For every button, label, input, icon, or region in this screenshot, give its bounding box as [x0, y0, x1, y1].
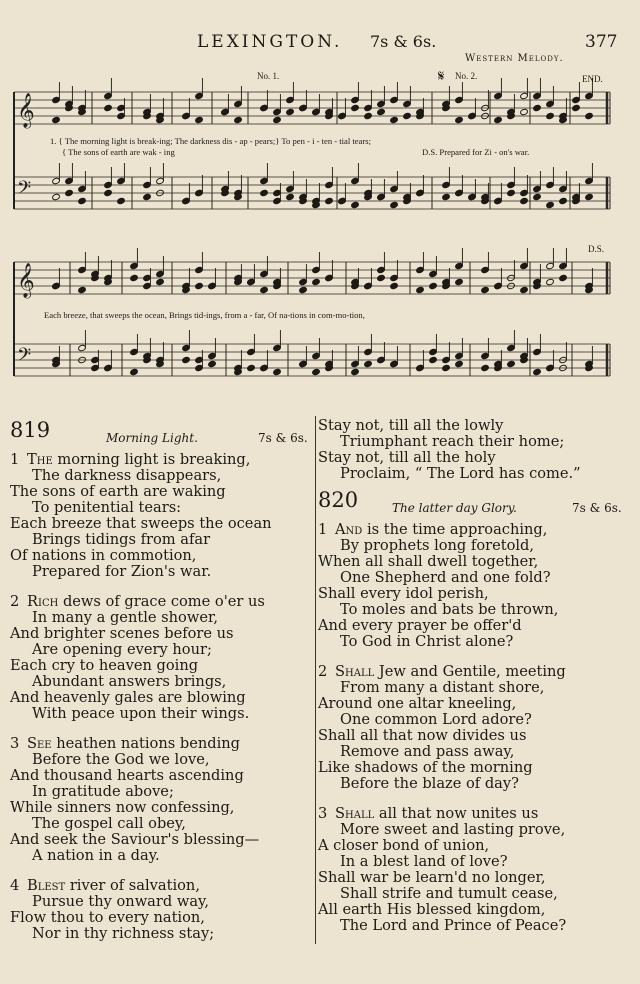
line-text: Shall war be learn'd no longer,: [318, 869, 546, 886]
line-text: To penitential tears:: [32, 499, 182, 516]
note-head: [351, 368, 360, 375]
note-head: [442, 364, 451, 371]
stanza-line: [318, 570, 636, 586]
line-text: Flow thou to every nation,: [10, 909, 205, 926]
note-head: [182, 356, 191, 363]
note-head: [247, 364, 256, 371]
note-head: [299, 286, 308, 293]
stanza-gap: [318, 650, 636, 664]
stanza-line: [10, 674, 310, 690]
note-head: [156, 278, 165, 285]
stanza-line: [10, 768, 310, 784]
line-text: Brings tidings from afar: [32, 531, 211, 548]
stanza-line: [10, 626, 310, 642]
note-head: [585, 193, 594, 200]
score-staves: [0, 62, 640, 392]
line-text: A nation in a day.: [32, 847, 160, 864]
line-text: Nor in thy richness stay;: [32, 925, 215, 942]
hymn-number: 819: [10, 418, 51, 442]
treble-clef-icon: 𝄞: [17, 263, 35, 298]
page-header: [0, 32, 640, 54]
note-head: [260, 189, 269, 196]
segno-sign: 𝄋: [438, 69, 445, 85]
note-head: [377, 274, 386, 281]
stanza-line: [10, 484, 310, 500]
note-head: [481, 364, 490, 371]
stanza-line: [10, 564, 310, 580]
line-text: Of nations in commotion,: [10, 547, 197, 564]
system1-lyrics-ds: D.S. Prepared for Zi - on's war.: [422, 147, 530, 157]
line-text: Like shadows of the morning: [318, 759, 533, 776]
hymn-meter: 7s & 6s.: [572, 501, 622, 515]
note-head: [117, 197, 126, 204]
stanza-gap: [318, 792, 636, 806]
note-head: [65, 189, 74, 196]
line-text: The gospel call obey,: [32, 815, 186, 832]
line-text: Each cry to heaven going: [10, 657, 199, 674]
stanza-line: [10, 784, 310, 800]
line-text: Are opening every hour;: [32, 641, 212, 658]
composer: Western Melody.: [465, 53, 564, 64]
note-head: [104, 104, 113, 111]
note-head: [130, 368, 139, 375]
stanza-gap: [10, 864, 310, 878]
stanza-number: 4: [10, 877, 20, 894]
stanza-line: [318, 902, 636, 918]
note-head: [533, 368, 542, 375]
note-head: [104, 189, 113, 196]
note-head: [546, 112, 555, 119]
note-head: [52, 193, 61, 200]
end-marker: END.: [582, 74, 603, 84]
line-text: The morning light is breaking,: [27, 451, 251, 468]
stanza-line: [10, 736, 310, 752]
stanza-line: [318, 664, 636, 680]
line-text: Abundant answers brings,: [32, 673, 227, 690]
note-head: [273, 368, 282, 375]
note-head: [390, 201, 399, 208]
line-text: The Lord and Prince of Peace?: [340, 917, 567, 934]
note-head: [559, 274, 568, 281]
stanza-line: [318, 838, 636, 854]
line-text: One Shepherd and one fold?: [340, 569, 551, 586]
line-text: To moles and bats be thrown,: [340, 601, 559, 618]
note-head: [364, 360, 373, 367]
hymn-819-continuation: [318, 418, 636, 482]
note-head: [234, 116, 243, 123]
line-text: In many a gentle shower,: [32, 609, 218, 626]
line-text: And seek the Saviour's blessing—: [10, 831, 260, 848]
stanza-line: [318, 806, 636, 822]
stanza-line: [10, 500, 310, 516]
stanza-line: [318, 618, 636, 634]
line-text: When all shall dwell together,: [318, 553, 539, 570]
note-head: [78, 286, 87, 293]
note-head: [351, 201, 360, 208]
stanza-line: [10, 548, 310, 564]
note-head: [429, 282, 438, 289]
note-head: [351, 104, 360, 111]
line-text: And heavenly gales are blowing: [10, 689, 246, 706]
line-text: By prophets long foretold,: [340, 537, 535, 554]
note-head: [442, 193, 451, 200]
line-text: With peace upon their wings.: [32, 705, 250, 722]
note-head: [520, 197, 529, 204]
ending-1-label: No. 1.: [257, 71, 280, 81]
stanza-line: [318, 554, 636, 570]
stanza-line: [318, 760, 636, 776]
line-text: A closer bond of union,: [318, 837, 490, 854]
line-text: And every prayer be offer'd: [318, 617, 522, 634]
note-head: [195, 282, 204, 289]
line-text: One common Lord adore?: [340, 711, 532, 728]
stanza-number: 3: [318, 805, 328, 822]
stanza-line: [10, 690, 310, 706]
note-head: [390, 282, 399, 289]
stanza-gap: [10, 580, 310, 594]
note-head: [52, 116, 61, 123]
stanza-number: 1: [318, 521, 328, 538]
note-head: [416, 286, 425, 293]
stanza-line: [10, 926, 310, 942]
note-head: [546, 278, 555, 285]
stanza-line: [318, 634, 636, 650]
line-text: Proclaim, “ The Lord has come.”: [340, 465, 581, 482]
hymn-820-stanzas: [318, 522, 636, 934]
note-head: [455, 278, 464, 285]
line-text: Remove and pass away,: [340, 743, 515, 760]
hymn-819: [10, 418, 310, 942]
stanza-line: [10, 878, 310, 894]
line-text: The darkness disappears,: [32, 467, 222, 484]
stanza-line: [10, 832, 310, 848]
stanza-line: [10, 532, 310, 548]
hymn-title: The latter day Glory.: [392, 501, 517, 515]
hymn-820-heading: [318, 488, 636, 522]
stanza-line: [318, 712, 636, 728]
stanza-line: [318, 466, 636, 482]
line-text: See heathen nations bending: [27, 735, 240, 752]
stanza-line: [10, 516, 310, 532]
note-head: [260, 286, 269, 293]
stanza-line: [318, 602, 636, 618]
stanza-line: [318, 776, 636, 792]
page-number: 377: [585, 32, 618, 52]
system2-lyrics: Each breeze, that sweeps the ocean, Brings tid-ings, from a - far, Of na-tions in com-mo-tion,: [44, 310, 365, 320]
note-head: [559, 197, 568, 204]
stanza-line: [10, 610, 310, 626]
line-text: Shall all that now divides us: [318, 727, 527, 744]
system1-lyrics-verse2: { The sons of earth are wak - ing: [62, 147, 175, 157]
line-text: Blest river of salvation,: [27, 877, 200, 894]
line-text: In gratitude above;: [32, 783, 174, 800]
stanza-line: [10, 800, 310, 816]
note-head: [286, 193, 295, 200]
hymn-right-column: [318, 418, 636, 934]
line-text: To God in Christ alone?: [340, 633, 514, 650]
stanza-line: [318, 680, 636, 696]
note-head: [481, 286, 490, 293]
line-text: Before the God we love,: [32, 751, 210, 768]
line-text: Shall every idol perish,: [318, 585, 489, 602]
note-head: [429, 356, 438, 363]
stanza-line: [10, 452, 310, 468]
line-text: Rich dews of grace come o'er us: [27, 593, 265, 610]
hymn-number: 820: [318, 488, 359, 512]
note-head: [455, 116, 464, 123]
line-text: Stay not, till all the lowly: [318, 417, 504, 434]
stanza-line: [10, 910, 310, 926]
note-head: [273, 116, 282, 123]
stanza-line: [318, 918, 636, 934]
bass-clef-icon: 𝄢: [17, 345, 32, 370]
line-text: Stay not, till all the holy: [318, 449, 496, 466]
note-head: [286, 108, 295, 115]
note-head: [312, 278, 321, 285]
stanza-line: [10, 658, 310, 674]
line-text: And thousand hearts ascending: [10, 767, 244, 784]
line-text: Each breeze that sweeps the ocean: [10, 515, 272, 532]
hymn-819-heading: [10, 418, 310, 452]
stanza-number: 1: [10, 451, 20, 468]
stanza-line: [10, 468, 310, 484]
line-text: More sweet and lasting prove,: [340, 821, 566, 838]
line-text: From many a distant shore,: [340, 679, 545, 696]
treble-clef-icon: 𝄞: [17, 93, 35, 128]
note-head: [364, 112, 373, 119]
note-head: [455, 360, 464, 367]
bass-clef-icon: 𝄢: [17, 178, 32, 203]
stanza-line: [10, 894, 310, 910]
music-score: [0, 62, 640, 392]
note-head: [507, 360, 516, 367]
ds-marker: D.S.: [588, 244, 605, 254]
note-head: [494, 116, 503, 123]
note-head: [403, 112, 412, 119]
stanza-line: [318, 854, 636, 870]
note-head: [312, 368, 321, 375]
hymn-819-stanzas: [10, 452, 310, 942]
note-head: [130, 274, 139, 281]
system1-lyrics-verse: 1. { The morning light is break-ing; The darkness dis - ap - pears;} To pen - i - ten - tial tears;: [50, 136, 372, 146]
note-head: [507, 189, 516, 196]
stanza-gap: [10, 722, 310, 736]
note-head: [78, 197, 87, 204]
stanza-line: [318, 538, 636, 554]
note-head: [143, 193, 152, 200]
note-head: [572, 104, 581, 111]
note-head: [520, 108, 529, 115]
line-text: Triumphant reach their home;: [340, 433, 565, 450]
ending-2-label: No. 2.: [455, 71, 478, 81]
stanza-line: [318, 728, 636, 744]
note-head: [520, 286, 529, 293]
stanza-number: 3: [10, 735, 20, 752]
note-head: [546, 201, 555, 208]
note-head: [585, 112, 594, 119]
stanza-number: 2: [318, 663, 328, 680]
line-text: Before the blaze of day?: [340, 775, 519, 792]
stanza-line: [10, 594, 310, 610]
stanza-line: [10, 642, 310, 658]
line-text: Shall Jew and Gentile, meeting: [335, 663, 566, 680]
tune-name: LEXINGTON.: [197, 32, 343, 52]
stanza-line: [10, 752, 310, 768]
line-text: All earth His blessed kingdom,: [318, 901, 546, 918]
column-divider: [315, 416, 316, 944]
line-text: In a blest land of love?: [340, 853, 508, 870]
line-text: While sinners now confessing,: [10, 799, 235, 816]
tune-meter: 7s & 6s.: [370, 32, 437, 51]
stanza-line: [318, 744, 636, 760]
note-head: [208, 360, 217, 367]
stanza-line: [318, 522, 636, 538]
stanza-line: [10, 706, 310, 722]
line-text: Pursue thy onward way,: [32, 893, 209, 910]
stanza-line: [318, 886, 636, 902]
line-text: And is the time approaching,: [335, 521, 548, 538]
line-text: Shall all that now unites us: [335, 805, 539, 822]
note-head: [195, 116, 204, 123]
note-head: [533, 193, 542, 200]
line-text: The sons of earth are waking: [10, 483, 226, 500]
stanza-line: [318, 586, 636, 602]
line-text: Prepared for Zion's war.: [32, 563, 212, 580]
stanza-line: [318, 418, 636, 434]
stanza-line: [318, 822, 636, 838]
note-head: [533, 104, 542, 111]
stanza-line: [318, 696, 636, 712]
line-text: Shall strife and tumult cease,: [340, 885, 558, 902]
stanza-line: [10, 816, 310, 832]
stanza-line: [318, 870, 636, 886]
note-head: [377, 108, 386, 115]
stanza-line: [318, 434, 636, 450]
stanza-number: 2: [10, 593, 20, 610]
stanza-line: [318, 450, 636, 466]
note-head: [325, 197, 334, 204]
note-head: [390, 116, 399, 123]
hymn-title: Morning Light.: [106, 431, 198, 445]
line-text: And brighter scenes before us: [10, 625, 234, 642]
hymn-meter: 7s & 6s.: [258, 431, 308, 445]
line-text: Around one altar kneeling,: [318, 695, 517, 712]
stanza-line: [10, 848, 310, 864]
